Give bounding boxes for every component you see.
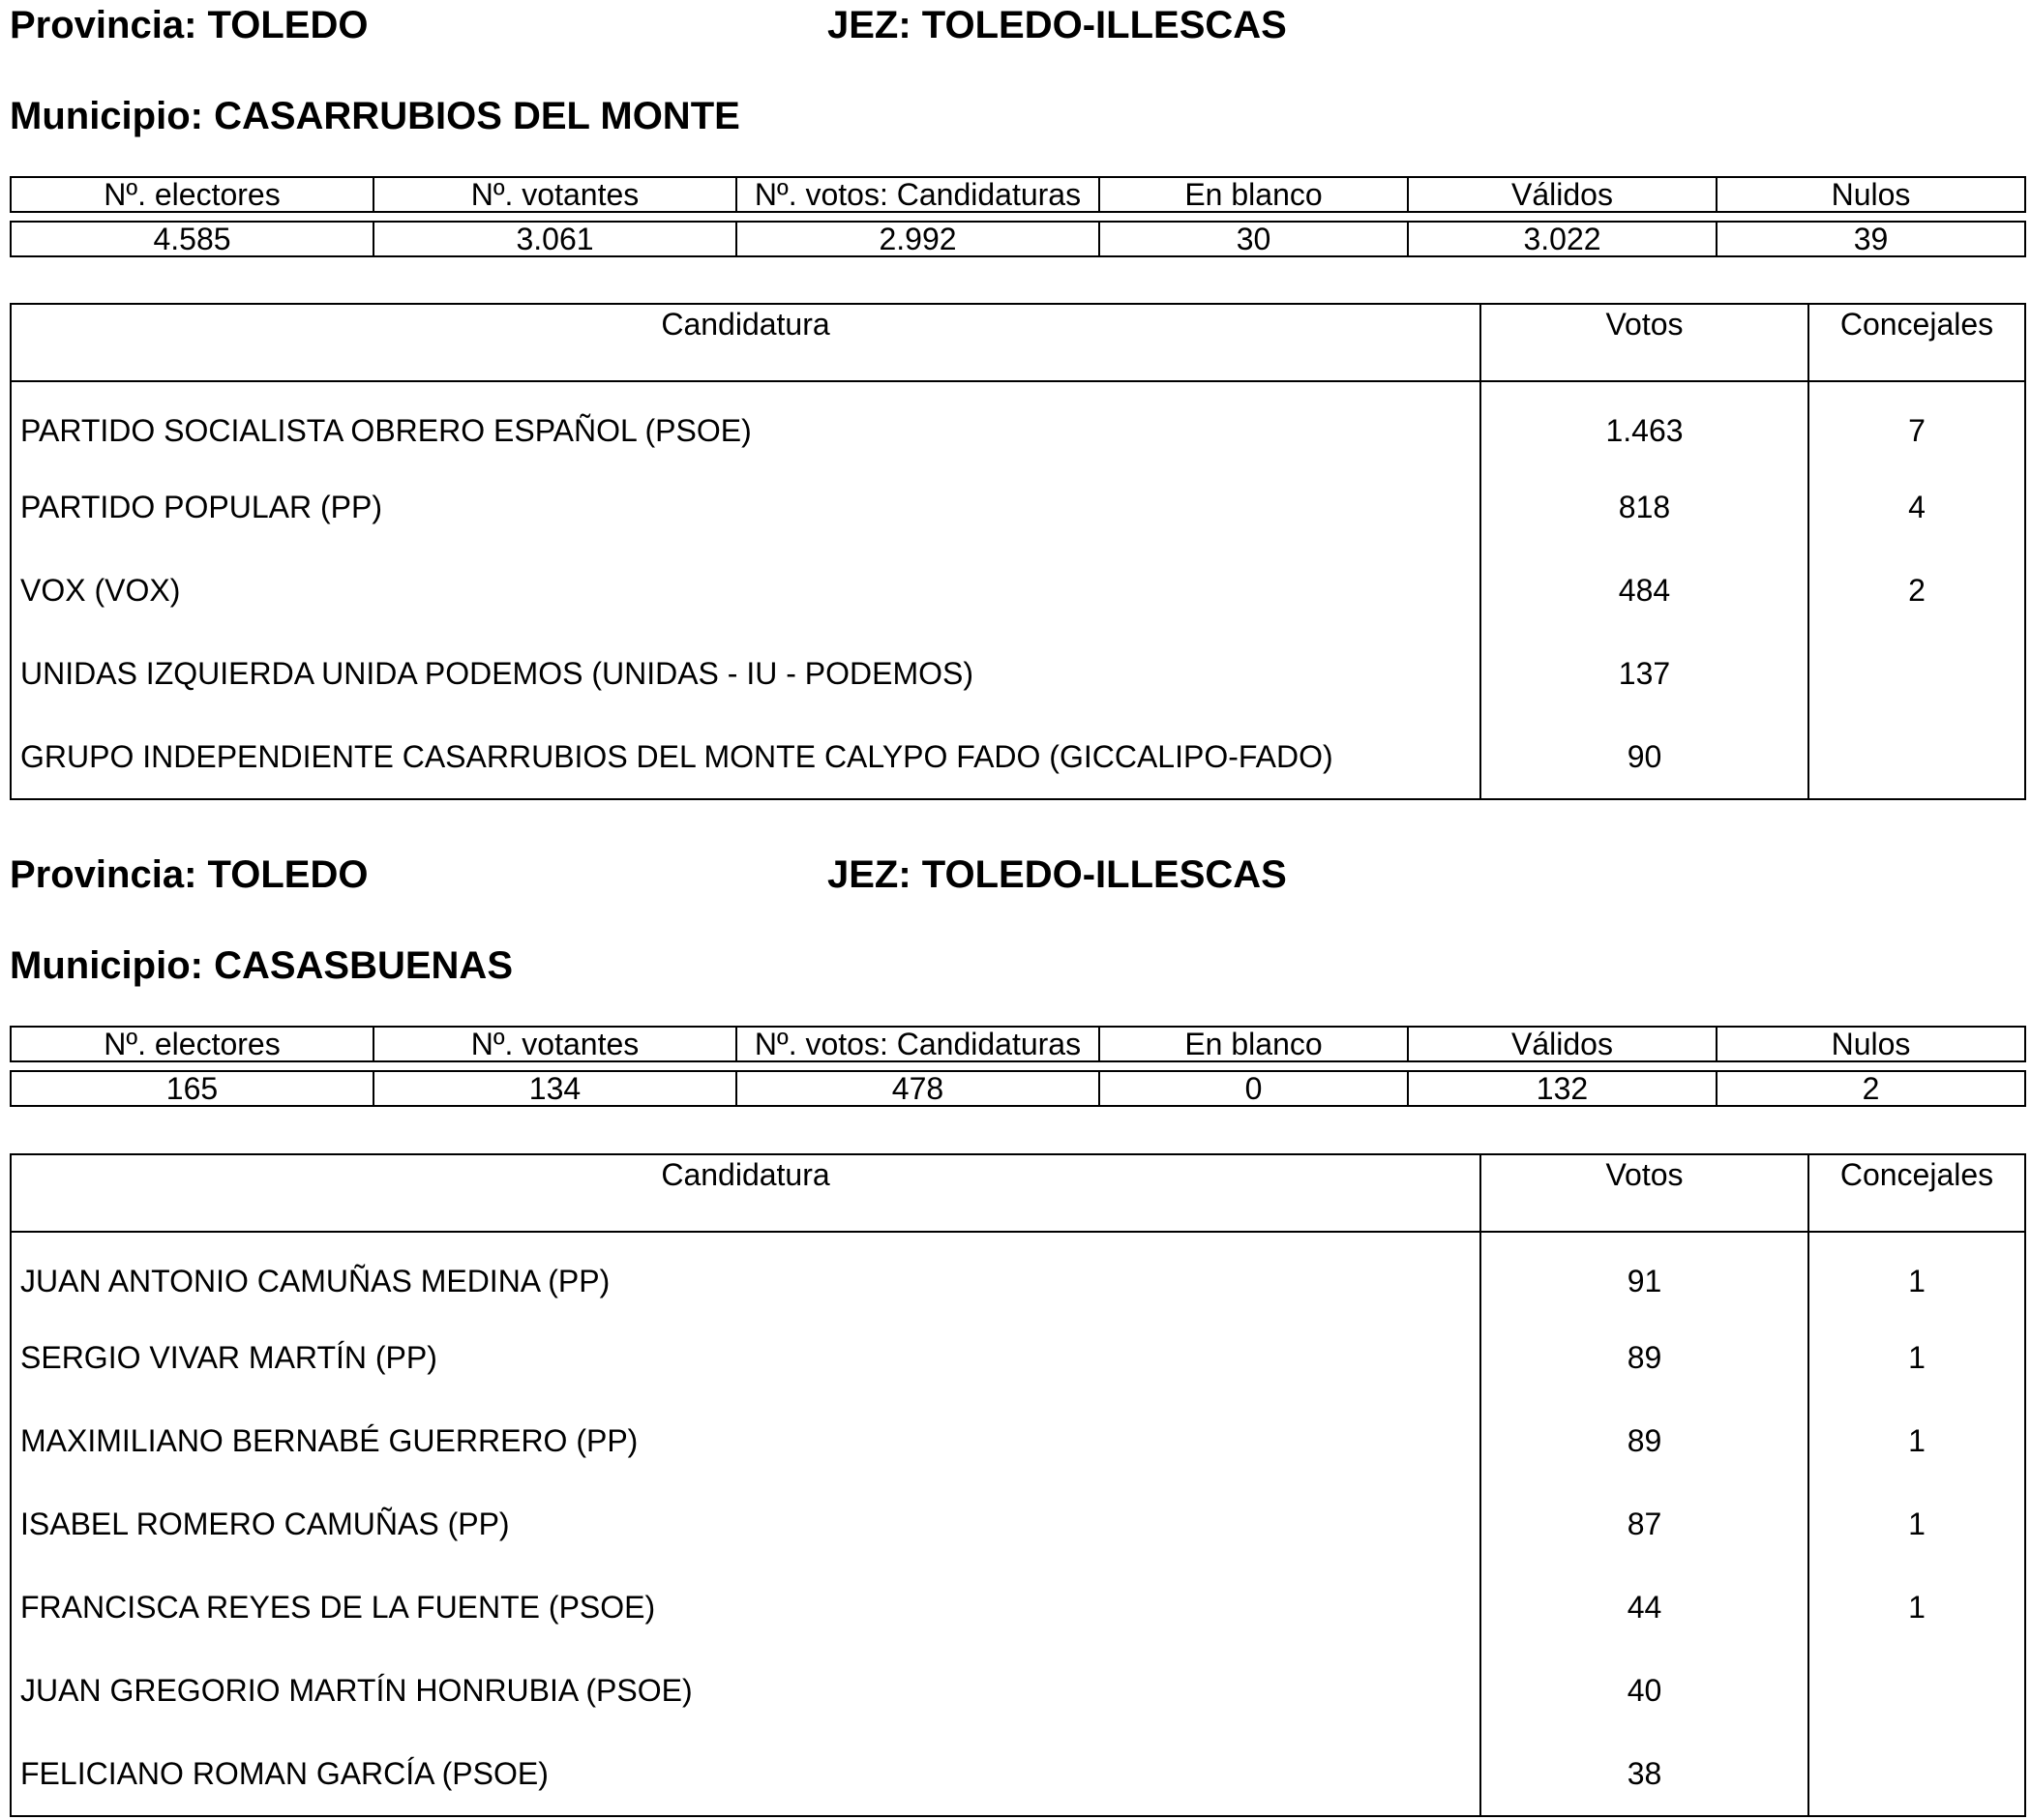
stats-value-nulos: 39: [1717, 222, 2025, 256]
candidates-header-row: [11, 1154, 2025, 1232]
jez-label: JEZ: TOLEDO-ILLESCAS: [827, 853, 1287, 896]
municipio-label: Municipio: CASASBUENAS: [10, 944, 513, 987]
candidate-concejales: 1: [1808, 1316, 2025, 1399]
candidate-row: [11, 715, 2025, 799]
candidate-votos: 484: [1480, 549, 1808, 632]
stats-value-votos-candidaturas: 2.992: [736, 222, 1099, 256]
candidate-row: [11, 1566, 2025, 1649]
candidate-row: [11, 1232, 2025, 1316]
candidate-row: [11, 1482, 2025, 1566]
stats-header-validos: Válidos: [1408, 177, 1717, 212]
candidate-votos: 90: [1480, 715, 1808, 799]
stats-header-votos-candidaturas: Nº. votos: Candidaturas: [736, 1027, 1099, 1061]
candidate-row: [11, 632, 2025, 715]
jez-label: JEZ: TOLEDO-ILLESCAS: [827, 4, 1287, 46]
candidate-name: FELICIANO ROMAN GARCÍA (PSOE): [20, 1755, 549, 1791]
candidate-row: [11, 1649, 2025, 1732]
candidate-name: PARTIDO POPULAR (PP): [20, 489, 382, 524]
candidate-concejales: 2: [1808, 549, 2025, 632]
candidate-name: SERGIO VIVAR MARTÍN (PP): [20, 1339, 437, 1375]
candidate-name: GRUPO INDEPENDIENTE CASARRUBIOS DEL MONTE CALYPO FADO (GICCALIPO-FADO): [20, 738, 1333, 774]
stats-header-votantes: Nº. votantes: [373, 1027, 736, 1061]
candidate-name: JUAN GREGORIO MARTÍN HONRUBIA (PSOE): [20, 1672, 693, 1708]
candidate-name: FRANCISCA REYES DE LA FUENTE (PSOE): [20, 1589, 656, 1625]
stats-header-electores: Nº. electores: [11, 177, 373, 212]
candidate-row: [11, 1732, 2025, 1816]
candidate-name: JUAN ANTONIO CAMUÑAS MEDINA (PP): [20, 1263, 611, 1298]
candidate-concejales: [1808, 1649, 2025, 1732]
stats-value-row: [11, 222, 2025, 256]
stats-header-nulos: Nulos: [1717, 1027, 2025, 1061]
stats-header-electores: Nº. electores: [11, 1027, 373, 1061]
candidate-row: [11, 549, 2025, 632]
provincia-label: Provincia: TOLEDO: [10, 853, 369, 896]
candidate-concejales: 1: [1808, 1232, 2025, 1316]
header-concejales: Concejales: [1808, 1154, 2025, 1232]
stats-value-electores: 4.585: [11, 222, 373, 256]
candidates-header-row: [11, 304, 2025, 381]
candidate-votos: 137: [1480, 632, 1808, 715]
candidate-name: UNIDAS IZQUIERDA UNIDA PODEMOS (UNIDAS - IU - PODEMOS): [20, 655, 973, 691]
stats-header-votantes: Nº. votantes: [373, 177, 736, 212]
stats-table: [10, 176, 2026, 257]
candidate-row: [11, 381, 2025, 465]
municipio-label: Municipio: CASARRUBIOS DEL MONTE: [10, 95, 740, 137]
candidate-concejales: 7: [1808, 381, 2025, 465]
stats-header-nulos: Nulos: [1717, 177, 2025, 212]
header-candidatura: Candidatura: [11, 304, 1480, 381]
candidate-row: [11, 1399, 2025, 1482]
candidate-votos: 38: [1480, 1732, 1808, 1816]
stats-header-en-blanco: En blanco: [1099, 177, 1408, 212]
stats-value-row: [11, 1071, 2025, 1106]
stats-header-votos-candidaturas: Nº. votos: Candidaturas: [736, 177, 1099, 212]
header-votos: Votos: [1480, 304, 1808, 381]
candidate-votos: 89: [1480, 1399, 1808, 1482]
candidate-votos: 91: [1480, 1232, 1808, 1316]
candidate-concejales: [1808, 715, 2025, 799]
candidate-name: VOX (VOX): [20, 572, 181, 608]
candidate-concejales: [1808, 1732, 2025, 1816]
candidate-votos: 1.463: [1480, 381, 1808, 465]
candidate-row: [11, 465, 2025, 549]
header-concejales: Concejales: [1808, 304, 2025, 381]
stats-value-en-blanco: 0: [1099, 1071, 1408, 1106]
candidate-name: ISABEL ROMERO CAMUÑAS (PP): [20, 1506, 510, 1541]
candidate-votos: 89: [1480, 1316, 1808, 1399]
stats-value-votantes: 134: [373, 1071, 736, 1106]
stats-value-votantes: 3.061: [373, 222, 736, 256]
header-votos: Votos: [1480, 1154, 1808, 1232]
candidate-votos: 87: [1480, 1482, 1808, 1566]
stats-header-validos: Válidos: [1408, 1027, 1717, 1061]
stats-value-votos-candidaturas: 478: [736, 1071, 1099, 1106]
candidate-concejales: 1: [1808, 1482, 2025, 1566]
candidate-votos: 818: [1480, 465, 1808, 549]
header-candidatura: Candidatura: [11, 1154, 1480, 1232]
candidate-concejales: 4: [1808, 465, 2025, 549]
candidate-votos: 40: [1480, 1649, 1808, 1732]
candidate-votos: 44: [1480, 1566, 1808, 1649]
candidates-table: [10, 1153, 2026, 1817]
candidate-name: PARTIDO SOCIALISTA OBRERO ESPAÑOL (PSOE): [20, 412, 752, 448]
stats-header-en-blanco: En blanco: [1099, 1027, 1408, 1061]
stats-value-validos: 3.022: [1408, 222, 1717, 256]
candidate-concejales: 1: [1808, 1566, 2025, 1649]
candidates-table: [10, 303, 2026, 800]
provincia-label: Provincia: TOLEDO: [10, 4, 369, 46]
stats-header-row: [11, 1027, 2025, 1061]
stats-table: [10, 1026, 2026, 1107]
stats-value-en-blanco: 30: [1099, 222, 1408, 256]
stats-value-electores: 165: [11, 1071, 373, 1106]
candidate-concejales: 1: [1808, 1399, 2025, 1482]
stats-header-row: [11, 177, 2025, 212]
stats-value-nulos: 2: [1717, 1071, 2025, 1106]
candidate-concejales: [1808, 632, 2025, 715]
candidate-name: MAXIMILIANO BERNABÉ GUERRERO (PP): [20, 1422, 639, 1458]
candidate-row: [11, 1316, 2025, 1399]
stats-value-validos: 132: [1408, 1071, 1717, 1106]
